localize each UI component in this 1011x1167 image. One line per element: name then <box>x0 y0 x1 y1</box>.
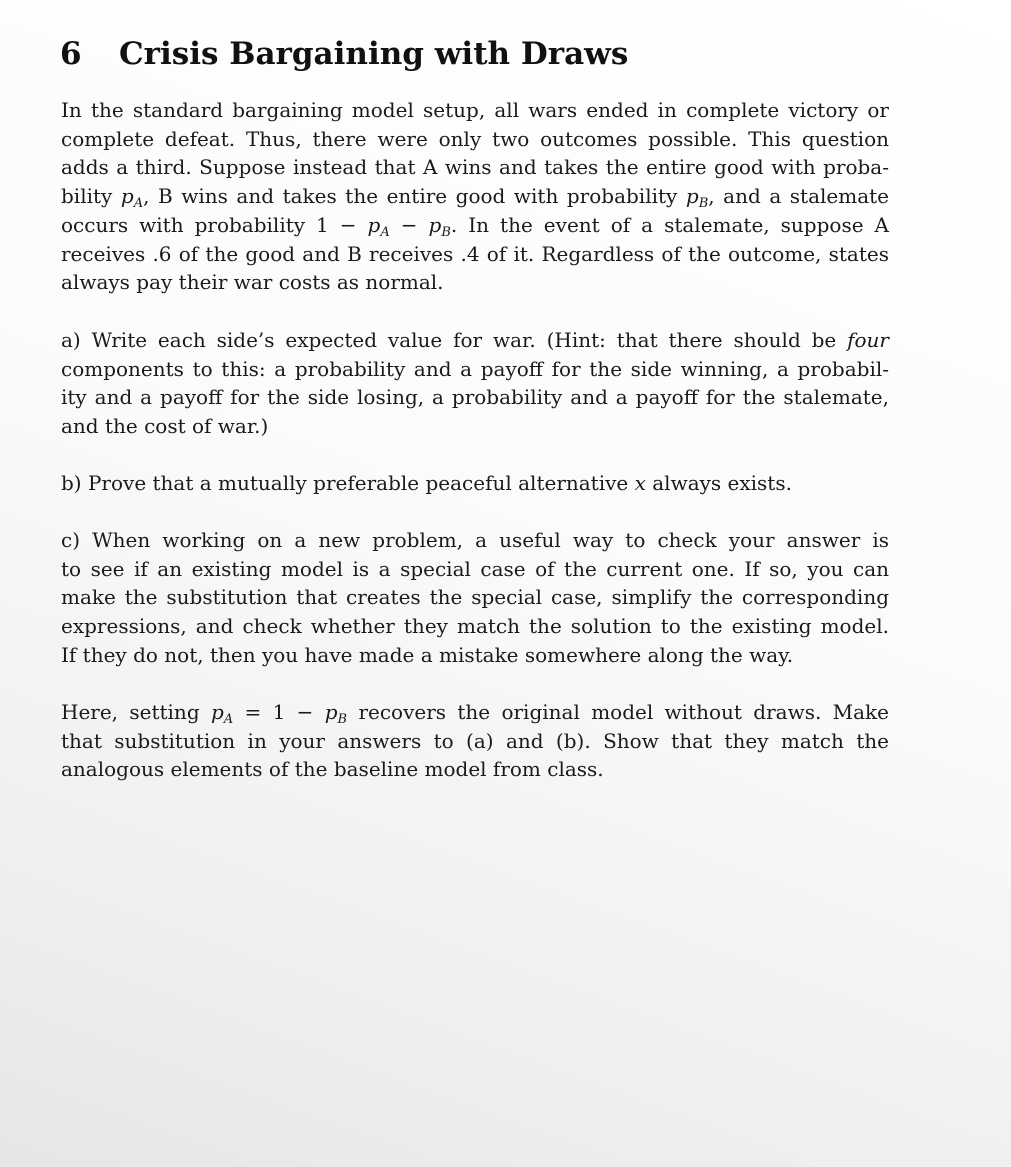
text-fragment: always exists. <box>645 471 792 495</box>
equation-fragment: = 1 − <box>233 700 325 724</box>
substitution-paragraph <box>61 698 889 784</box>
text-fragment: bility <box>61 184 121 209</box>
text-line: make the substitution that creates the special case, simplify the corresponding <box>61 585 889 610</box>
text-line <box>61 182 889 211</box>
text-line: that substitution in your answers to (a) and (b). Show that they match the <box>61 728 889 753</box>
section-heading <box>60 30 628 78</box>
text-line <box>61 698 889 727</box>
text-line: expressions, and check whether they match the solution to the existing model. <box>61 614 889 639</box>
math-p: $p_A$ <box>120 184 144 212</box>
part-b-paragraph <box>61 469 889 498</box>
text-line: components to this: a probability and a payoff for the side winning, a probabil- <box>61 356 889 381</box>
text-fragment: , and a stalemate <box>708 184 889 209</box>
text-line: receives .6 of the good and B receives .4 of it. Regardless of the outcome, states <box>61 241 889 266</box>
math-p: $p_B$ <box>428 212 451 240</box>
text-fragment: a) Write each side’s expected value for war. (Hint: that there should be <box>61 328 848 352</box>
text-line <box>61 469 889 498</box>
text-line <box>61 211 889 240</box>
text-fragment: occurs with probability 1 − <box>61 212 368 237</box>
text-line <box>61 326 889 355</box>
part-a-paragraph <box>61 326 889 441</box>
text-line: to see if an existing model is a special case of the current one. If so, you can <box>61 556 889 581</box>
math-x: x <box>634 471 646 495</box>
text-line: complete defeat. Thus, there were only two outcomes possible. This question <box>61 126 889 151</box>
text-line: In the standard bargaining model setup, all wars ended in complete victory or <box>61 98 889 122</box>
text-line: always pay their war costs as normal. <box>61 270 444 295</box>
text-line: adds a third. Suppose instead that A wins and takes the entire good with proba- <box>61 155 889 180</box>
intro-paragraph <box>61 96 889 297</box>
text-fragment: recovers the original model without draws. Make <box>347 700 890 724</box>
math-p: $p_A$ <box>367 212 390 240</box>
emphasis: four <box>847 328 889 352</box>
part-c-paragraph <box>61 526 889 670</box>
section-title: Crisis Bargaining with Draws <box>119 36 629 72</box>
minus-sign: − <box>389 212 429 237</box>
text-line: c) When working on a new problem, a useful way to check your answer is <box>61 528 889 552</box>
text-line: analogous elements of the baseline model from class. <box>61 757 604 782</box>
text-fragment: , B wins and takes the entire good with probability <box>143 184 686 209</box>
text-line: ity and a payoff for the side losing, a probability and a payoff for the stalemate, <box>61 385 889 410</box>
section-number: 6 <box>60 36 82 72</box>
text-line: If they do not, then you have made a mistake somewhere along the way. <box>61 642 794 667</box>
text-fragment: b) Prove that a mutually preferable peaceful alternative <box>61 471 635 495</box>
text-fragment: . In the event of a stalemate, suppose A <box>450 212 889 237</box>
math-p: $p_B$ <box>685 184 709 212</box>
text-line: and the cost of war.) <box>61 414 269 439</box>
text-fragment: Here, setting <box>61 700 211 724</box>
math-p: $p_B$ <box>324 700 348 727</box>
math-p: $p_A$ <box>210 700 234 727</box>
